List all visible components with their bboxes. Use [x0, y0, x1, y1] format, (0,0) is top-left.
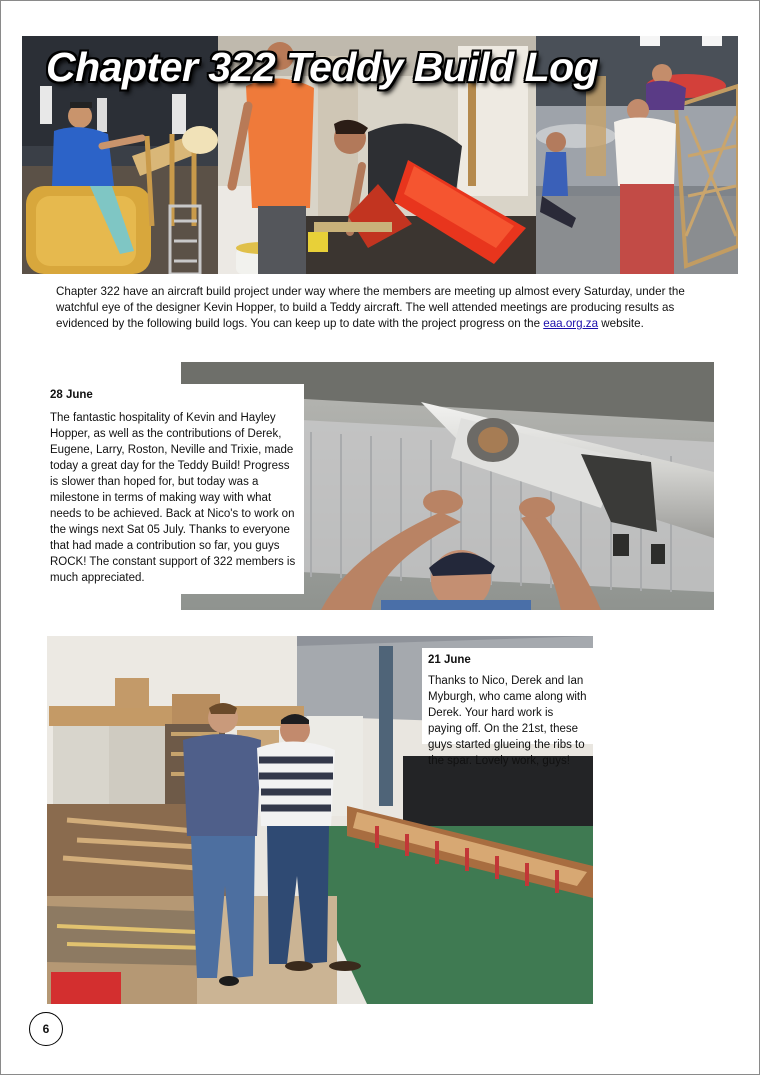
entry-21-june	[422, 648, 594, 767]
eaa-website-link[interactable]: eaa.org.za	[543, 317, 599, 330]
page-number: 6	[29, 1012, 63, 1046]
entry-date: 28 June	[50, 389, 93, 401]
entry-body: The fantastic hospitality of Kevin and Hayley Hopper, as well as the contributions of Derek, Eugene, Larry, Roston, Neville and Trixie, made today a great day for the Teddy Build! Progress is slower than hoped for, but today was a milestone in terms of making way with what needs to be achieved. Back at Nico's to work on the wings next Sat 05 July. Thanks to everyone that had made a contribution so far, you guys ROCK! The constant support of 322 members is much appreciated.	[50, 412, 296, 584]
intro-text-end: website.	[598, 317, 644, 330]
page-title: Chapter 322 Teddy Build Log	[46, 44, 599, 90]
intro-text: Chapter 322 have an aircraft build project under way where the members are meeting up almost every Saturday, under the watchful eye of the designer Kevin Hopper, to build a Teddy aircraft. The well attended meetings are producing results as evidenced by the following build logs. You can keep up to date with the project progress on the	[56, 285, 685, 330]
entry-date: 21 June	[428, 654, 471, 666]
entry-28-june	[44, 384, 304, 594]
header-banner	[22, 36, 738, 274]
entry-body: Thanks to Nico, Derek and Ian Myburgh, who came along with Derek. Your hard work is paying off. On the 21st, these guys started glueing the ribs to the spar. Lovely work, guys!	[428, 675, 587, 767]
intro-paragraph	[56, 284, 706, 332]
